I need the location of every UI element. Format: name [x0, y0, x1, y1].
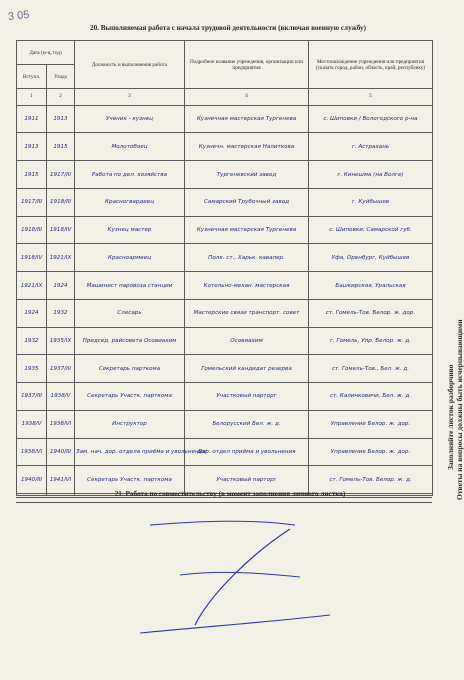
- cell-org: Котельно-механ. мастерская: [203, 282, 290, 289]
- work-row: [17, 299, 433, 327]
- side-note-complete: Ответы на вопросы должны быть исчерпывающими: [455, 319, 464, 500]
- cell-in: 1938/VI: [20, 448, 43, 455]
- col-num: 1: [17, 89, 47, 106]
- col-in-header: Вступл.: [17, 65, 47, 89]
- col-num: 3: [75, 89, 185, 106]
- cell-org: Дор. отдел приёма и увольнения: [197, 448, 296, 455]
- cell-loc: с. Шиповки, Самарской губ.: [329, 227, 412, 234]
- column-numbers-row: [17, 89, 433, 106]
- cell-loc: с. Шиповки / Вологодского р-на: [323, 116, 418, 123]
- cell-loc: ст. Гомель-Тов. Белор. ж. д.: [329, 476, 412, 483]
- col-position-header: Должность и выполняемая работа: [75, 41, 185, 89]
- col-out-header: Ухода: [47, 65, 75, 89]
- cell-org: Тургеневский завод: [216, 171, 277, 178]
- col-location-header: Местонахождение учреждения или предприятия (указать город, район, область, край, республику): [309, 41, 433, 89]
- cell-loc: ст. Гомель-Тов. Белор. ж. дор.: [325, 310, 416, 317]
- cell-loc: Управление Белор. ж. дор.: [330, 421, 411, 428]
- cell-pos: Красноармеец: [108, 254, 151, 261]
- work-row: [17, 272, 433, 300]
- cell-org: Полк. ст., Харьк. кавалер.: [208, 254, 285, 261]
- cell-org: Мастерские связи транспорт. совет: [193, 310, 300, 317]
- cell-pos: Секретарь Участк. парткома: [87, 476, 172, 483]
- work-row: [17, 355, 433, 383]
- col-num: 5: [309, 89, 433, 106]
- cell-in: 1913: [24, 143, 39, 150]
- cell-org: Осовиахим: [230, 337, 263, 344]
- cell-pos: Ученик - кузнец: [106, 116, 153, 123]
- cell-loc: ст. Калинковичи, Бел. ж. д.: [329, 393, 412, 400]
- cell-org: Участковый парторг: [216, 476, 277, 483]
- cell-pos: Работа по дел. хозяйства: [91, 171, 168, 178]
- cell-pos: Секретарь Участк. парткома: [87, 393, 172, 400]
- cell-out: 1941/VI: [49, 476, 72, 483]
- cell-in: 1940/III: [20, 476, 43, 483]
- cell-out: 1921/IX: [49, 254, 72, 261]
- cell-in: 1937/III: [20, 393, 43, 400]
- work-row: [17, 188, 433, 216]
- side-note-legible: Заполняйте листок разборчиво: [446, 364, 455, 470]
- cell-loc: г. Астрахань: [351, 143, 390, 150]
- section-20-title: 20. Выполняемая работа с начала трудовой деятельности (включая военную службу): [89, 24, 367, 32]
- cell-in: 1918/III: [20, 227, 43, 234]
- cell-loc: г. Кинешма (на Волге): [337, 171, 404, 178]
- col-num: 2: [47, 89, 75, 106]
- cell-loc: г. Куйбышев: [351, 199, 390, 206]
- col-date-header: Дата (м-ц, год): [17, 41, 75, 65]
- work-row: [17, 383, 433, 411]
- cell-pos: Молотобоец: [111, 143, 148, 150]
- cell-pos: Машинист паровоза станции: [86, 282, 173, 289]
- cell-pos: Секретарь парткома: [98, 365, 161, 372]
- work-row: [17, 105, 433, 133]
- cell-out: 1938/VI: [49, 421, 72, 428]
- cell-pos: Зам. нач. дор. отдела приёма и увольнения: [76, 448, 206, 455]
- col-org-header: Подробное название учреждения, организации или предприятия: [185, 41, 309, 89]
- cell-pos: Красногвардеец: [105, 199, 154, 206]
- page-number: 3 05: [7, 8, 30, 24]
- cell-pos: Кузнец мастер: [107, 227, 152, 234]
- cell-out: 1918/IV: [49, 227, 72, 234]
- cell-in: 1938/V: [21, 421, 42, 428]
- cell-org: Гомельский кандидат резерва: [201, 365, 292, 372]
- cell-loc: ст. Гомель-Тов., Бел. ж. д.: [331, 365, 410, 372]
- col-num: 4: [185, 89, 309, 106]
- cell-in: 1935: [24, 365, 39, 372]
- cell-out: 1924: [53, 282, 68, 289]
- work-row: [17, 438, 433, 466]
- work-row: [17, 327, 433, 355]
- cell-out: 1917/III: [49, 171, 72, 178]
- cell-out: 1918/III: [49, 199, 72, 206]
- cell-org: Кузнечн. мастерская Налиткова: [198, 143, 295, 150]
- cell-in: 1911: [24, 116, 39, 123]
- cell-in: 1915: [24, 171, 39, 178]
- cell-pos: Инструктор: [112, 421, 147, 428]
- cell-out: 1935/IX: [49, 337, 72, 344]
- cell-in: 1932: [24, 337, 39, 344]
- cell-in: 1918/IV: [20, 254, 43, 261]
- cell-out: 1940/III: [49, 448, 72, 455]
- work-row: [17, 216, 433, 244]
- divider-line: [16, 502, 432, 503]
- work-row: [17, 133, 433, 161]
- cell-org: Самарский Трубочный завод: [204, 199, 289, 206]
- cell-in: 1924: [24, 310, 39, 317]
- work-history-table: [16, 40, 433, 496]
- work-row: [17, 161, 433, 189]
- cell-org: Участковый парторг: [216, 393, 277, 400]
- cell-loc: Управление Белор. ж. дор.: [330, 448, 411, 455]
- cell-loc: Башкирская, Уральская: [335, 282, 406, 289]
- work-row: [17, 244, 433, 272]
- cell-out: 1938/V: [50, 393, 71, 400]
- cell-out: 1937/III: [49, 365, 72, 372]
- cell-in: 1917/III: [20, 199, 43, 206]
- cell-loc: Уфа, Оренбург, Куйбышев: [331, 254, 410, 261]
- cell-out: 1932: [53, 310, 68, 317]
- cell-org: Кузнечная мастерская Тургенева: [196, 227, 297, 234]
- section-21-title: 21. Работа по совместительству (в момент заполнения личного листка): [114, 490, 346, 498]
- cell-pos: Председ. райсовета Осовиахим: [82, 337, 177, 344]
- cell-in: 1921/IX: [20, 282, 43, 289]
- work-rows: [17, 105, 433, 493]
- cell-out: 1915: [53, 143, 68, 150]
- cell-org: Кузнечная мастерская Тургенева: [196, 116, 297, 123]
- cell-out: 1913: [53, 116, 68, 123]
- cancel-strikeout-mark: [140, 515, 340, 645]
- cell-org: Белорусский Бел. ж. д.: [212, 421, 281, 428]
- cell-pos: Слесарь: [117, 310, 142, 317]
- work-row: [17, 410, 433, 438]
- cell-loc: г. Гомель, Упр. Белор. ж. д.: [330, 337, 411, 344]
